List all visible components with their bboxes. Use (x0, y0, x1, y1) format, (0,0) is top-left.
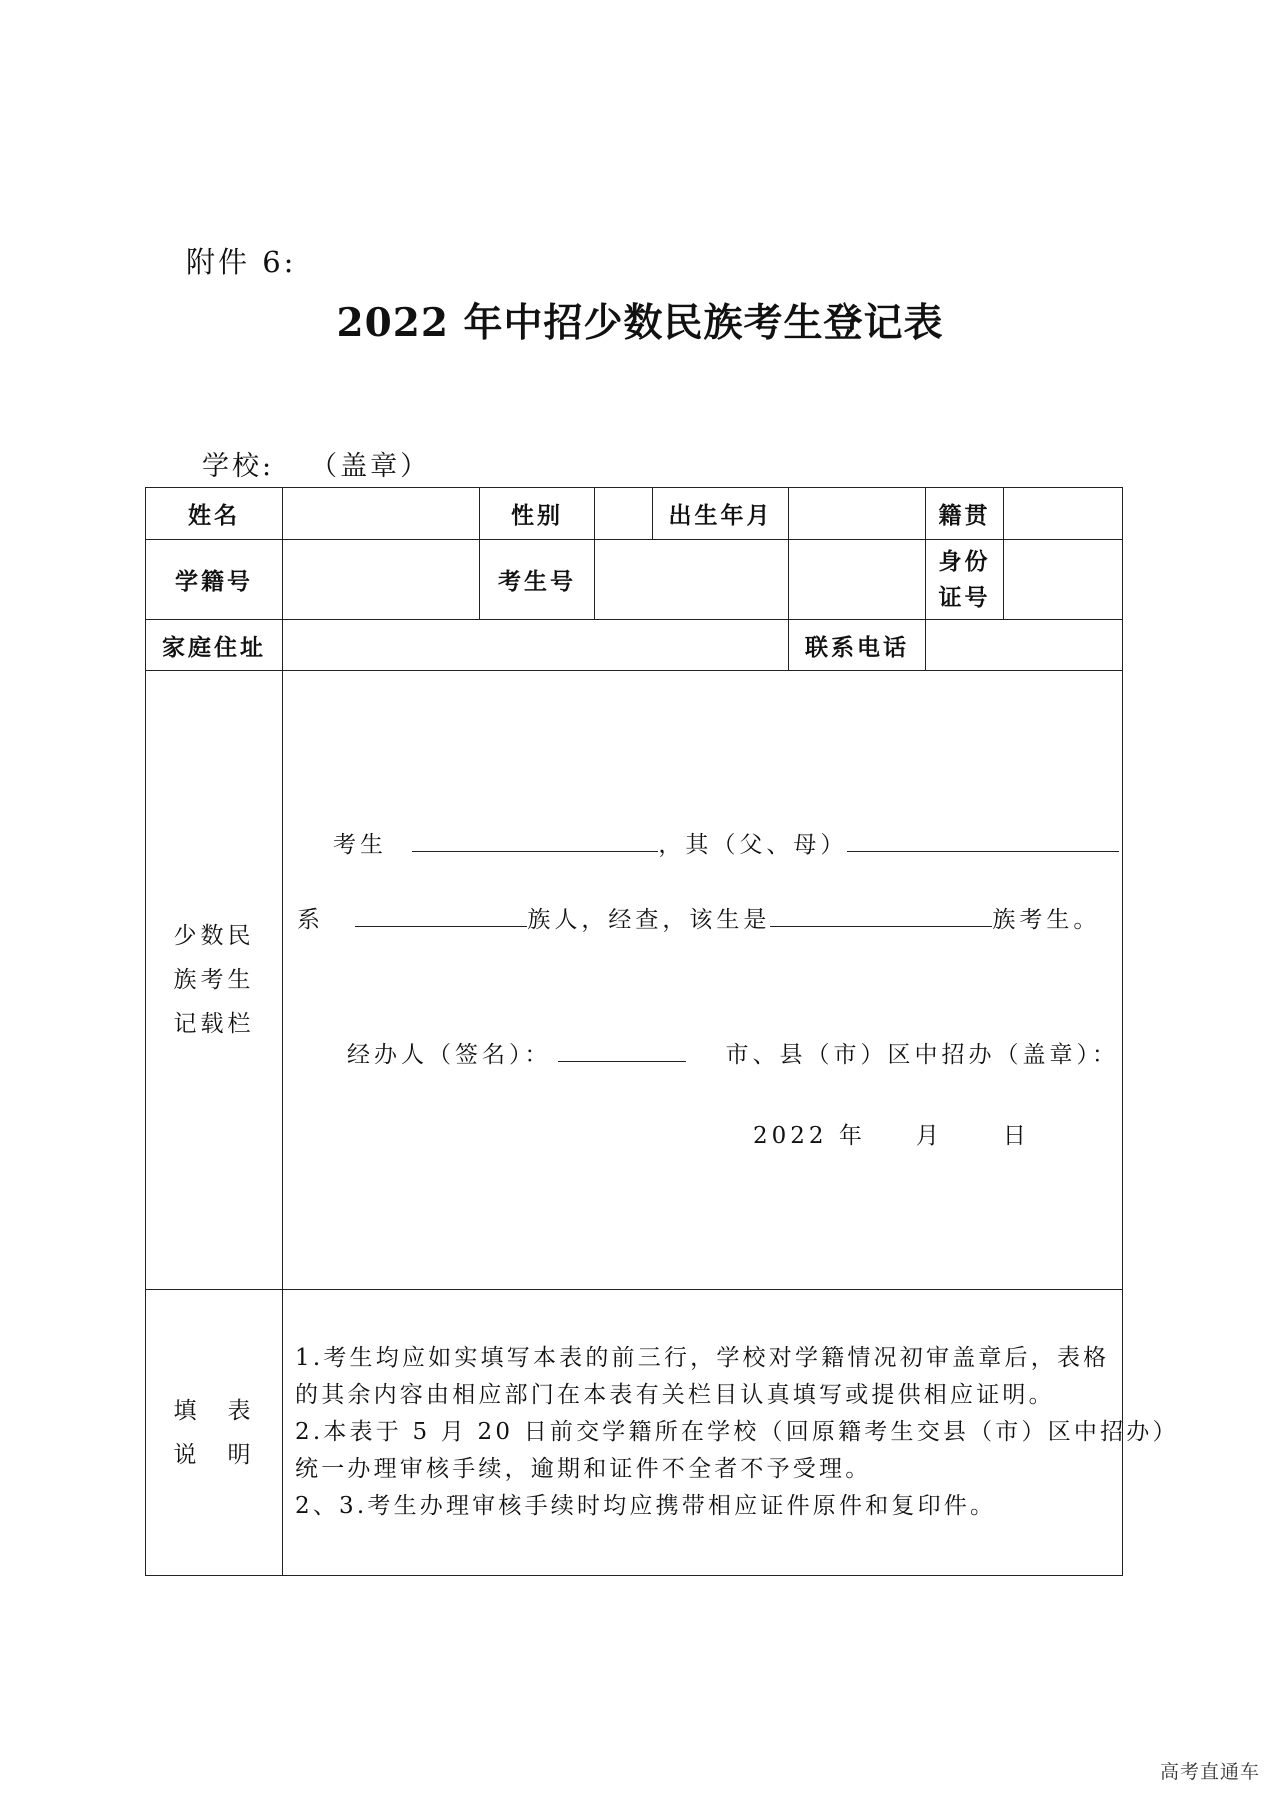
row-ethnic-record (146, 671, 1123, 1290)
record-label-line1: 少数民 (173, 923, 255, 949)
parent-text: ，其（父、母） (658, 832, 848, 858)
watermark: 高考直通车 (1159, 1761, 1260, 1783)
birth-label: 出生年月 (653, 488, 789, 540)
belongs-text: 系 (297, 907, 324, 933)
note-line: 统一办理审核手续，逾期和证件不全者不予受理。 (295, 1456, 872, 1482)
office-seal-text: 市、县（市）区中招办（盖章）： (725, 1042, 1119, 1068)
note-line: 2.本表于 5 月 20 日前交学籍所在学校（回原籍考生交县（市）区中招办） (295, 1419, 1179, 1445)
instructions-content (283, 1290, 1179, 1576)
ethnic-candidate-text: 族考生。 (992, 907, 1101, 933)
phone-label: 联系电话 (789, 620, 926, 671)
native-place-label: 籍贯 (926, 488, 1004, 540)
date-month: 月 (915, 1123, 943, 1149)
ethnic-candidate-blank[interactable] (770, 925, 992, 927)
attachment-label: 附件 6: (186, 245, 297, 279)
candidate-text: 考生 (333, 832, 387, 858)
id-number-label (926, 540, 1004, 620)
registration-table (145, 487, 1179, 1576)
name-label: 姓名 (146, 488, 283, 540)
address-label: 家庭住址 (146, 620, 283, 671)
record-line-ethnicity (297, 901, 1100, 934)
candidate-name-blank[interactable] (412, 850, 658, 852)
student-no-field[interactable] (283, 540, 480, 620)
phone-field[interactable] (926, 620, 1123, 671)
notes-label-line2: 说 明 (173, 1441, 255, 1468)
ethnic-person-text: 族人，经查，该生是 (527, 907, 771, 933)
row-contact (146, 620, 1123, 671)
ethnic-record-label (146, 671, 283, 1290)
exam-no-field[interactable] (595, 540, 789, 620)
parent-name-blank[interactable] (847, 850, 1119, 852)
exam-no-label: 考生号 (480, 540, 595, 620)
form-title: 2022 年中招少数民族考生登记表 (336, 300, 944, 346)
student-no-label: 学籍号 (146, 540, 283, 620)
date-year: 2022 年 (753, 1123, 866, 1149)
address-field[interactable] (283, 620, 789, 671)
school-line (202, 444, 430, 483)
handler-signature-blank[interactable] (558, 1060, 686, 1062)
birth-field[interactable] (789, 488, 926, 540)
school-seal-label: （盖章） (310, 451, 431, 482)
gender-field[interactable] (595, 488, 653, 540)
record-label-line2: 族考生 (173, 967, 255, 993)
native-place-field[interactable] (1004, 488, 1123, 540)
gender-label: 性别 (480, 488, 595, 540)
notes-label-line1: 填 表 (173, 1397, 255, 1424)
handler-text: 经办人（签名）： (347, 1042, 552, 1068)
ethnic-record-content (283, 671, 1123, 1290)
ethnic-group-blank[interactable] (355, 925, 527, 927)
id-label-line2: 证号 (938, 584, 991, 611)
row-ids (146, 540, 1123, 620)
date-day: 日 (1002, 1123, 1030, 1149)
id-label-line1: 身份 (938, 548, 991, 575)
row-basic-info (146, 488, 1123, 540)
id-number-field[interactable] (1004, 540, 1123, 620)
instructions-label (146, 1290, 283, 1576)
exam-no-extra-field[interactable] (789, 540, 926, 620)
note-line: 的其余内容由相应部门在本表有关栏目认真填写或提供相应证明。 (295, 1382, 1055, 1408)
record-line-handler (347, 1036, 1119, 1069)
note-line: 2、3.考生办理审核手续时均应携带相应证件原件和复印件。 (295, 1493, 997, 1519)
name-field[interactable] (283, 488, 480, 540)
note-line: 1.考生均应如实填写本表的前三行，学校对学籍情况初审盖章后，表格 (295, 1345, 1110, 1371)
school-label: 学校: (202, 451, 275, 482)
row-instructions (146, 1290, 1123, 1576)
record-label-line3: 记载栏 (173, 1011, 255, 1037)
record-line-date (753, 1117, 1030, 1150)
record-line-candidate (333, 826, 1119, 859)
